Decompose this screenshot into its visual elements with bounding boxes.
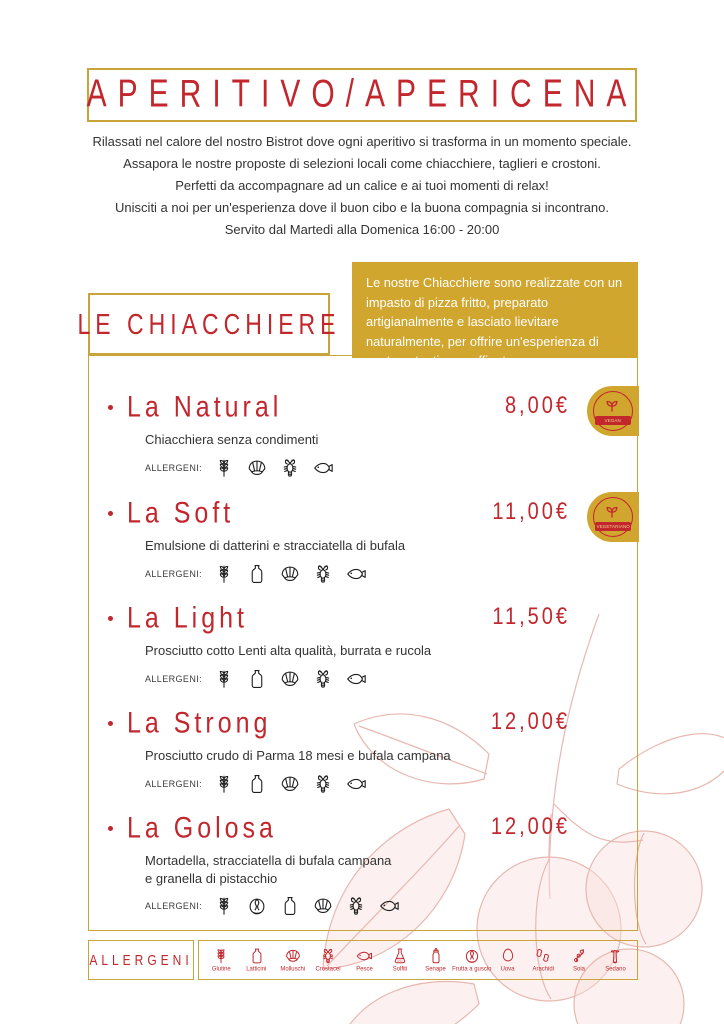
section-title-box	[77, 293, 341, 355]
intro-line: Unisciti a noi per un'esperienza dove il buon cibo e la buona compagnia si incontrano.	[115, 200, 609, 215]
menu-item	[88, 810, 638, 917]
diet-badge	[587, 386, 639, 436]
intro-line: Assapora le nostre proposte di selezioni locali come chiacchiere, taglieri e crostoni.	[123, 156, 601, 171]
description-line: Emulsione di datterini e stracciatella di bufala	[145, 538, 406, 553]
legend-item	[276, 947, 310, 975]
latticini-icon	[246, 773, 268, 795]
glutine-icon	[212, 947, 230, 965]
solfiti-icon	[391, 947, 409, 965]
molluschi-icon	[279, 668, 301, 690]
menu-item-allergens	[145, 895, 638, 917]
menu-item-price: 12,00€	[490, 813, 570, 840]
legend-item	[383, 947, 417, 975]
menu-item	[88, 600, 638, 690]
menu-item-name: La Soft	[127, 495, 235, 529]
crostacei-icon	[312, 773, 334, 795]
title-box	[87, 68, 637, 122]
legend-title-box	[88, 940, 194, 980]
description-line: e granella di pistacchio	[145, 870, 278, 886]
description-line: Chiacchiera senza condimenti	[145, 432, 319, 447]
legend-item-label: Glutine	[211, 965, 231, 972]
arachidi-icon	[534, 947, 552, 965]
bullet-dot-icon	[108, 826, 113, 831]
molluschi-icon	[279, 563, 301, 585]
diet-badge-band	[595, 522, 631, 531]
diet-badge-band	[595, 416, 631, 425]
sprout-icon	[601, 500, 623, 522]
glutine-icon	[213, 457, 235, 479]
menu-item-name: La Strong	[127, 705, 272, 739]
menu-item-description	[145, 431, 638, 449]
intro-line: Servito dal Martedi alla Domenica 16:00 - 20:00	[224, 222, 500, 237]
description-line: Prosciutto cotto Lenti alta qualità, burrata e rucola	[145, 643, 432, 658]
menu-item-name: La Golosa	[127, 810, 277, 844]
molluschi-icon	[312, 895, 334, 917]
allergen-legend	[198, 940, 638, 980]
legend-item	[562, 947, 596, 975]
intro-line: Perfetti da accompagnare ad un calice e ai tuoi momenti di relax!	[175, 178, 549, 193]
legend-item-label: Sedano	[604, 965, 626, 972]
legend-item-label: Frutta a guscio	[452, 965, 492, 972]
menu-item-description	[145, 747, 638, 765]
description-line: Prosciutto crudo di Parma 18 mesi e bufala campana	[145, 748, 451, 763]
diet-badge	[587, 492, 639, 542]
latticini-icon	[246, 563, 268, 585]
crostacei-icon	[312, 668, 334, 690]
pesce-icon	[345, 773, 367, 795]
legend-item-label: Latticini	[246, 965, 267, 972]
legend-item-label: Uova	[500, 965, 515, 972]
menu-items	[88, 355, 638, 931]
latticini-icon	[246, 668, 268, 690]
legend-item	[311, 947, 345, 975]
menu-item-allergens	[145, 773, 638, 795]
legend-item-label: Arachidi	[532, 965, 555, 972]
crostacei-icon	[345, 895, 367, 917]
glutine-icon	[213, 895, 235, 917]
legend-item	[347, 947, 381, 975]
glutine-icon	[213, 668, 235, 690]
legend-title: ALLERGENI	[89, 951, 193, 969]
menu-item-description	[145, 642, 638, 660]
crostacei-icon	[312, 563, 334, 585]
menu-item-price: 8,00€	[504, 392, 570, 419]
menu-item-name: La Natural	[127, 389, 283, 423]
menu-item-allergens	[145, 668, 638, 690]
menu-item-price: 11,00€	[492, 498, 570, 525]
frutta-a-guscio-icon	[463, 947, 481, 965]
soia-icon	[570, 947, 588, 965]
menu-item-description	[145, 852, 638, 887]
legend-item	[204, 947, 238, 975]
uova-icon	[499, 947, 517, 965]
legend-item-label: Solfiti	[392, 965, 408, 972]
pesce-icon	[312, 457, 334, 479]
menu-item-price: 11,50€	[492, 603, 570, 630]
glutine-icon	[213, 773, 235, 795]
menu-item-price: 12,00€	[490, 708, 570, 735]
chiacchiere-info-box	[352, 262, 638, 368]
legend-item	[419, 947, 453, 975]
pesce-icon	[345, 563, 367, 585]
chiacchiere-info-text: Le nostre Chiacchiere sono realizzate con un impasto di pizza fritto, preparato artigianalmente e lasciato lievitare naturalmente, per offrire un'esperienza di gusto autentica e raffinata	[366, 275, 623, 368]
legend-item-label: Crostacei	[315, 965, 341, 972]
crostacei-icon	[319, 947, 337, 965]
allergen-label: ALLERGENI:	[145, 673, 203, 684]
diet-badge-emblem	[593, 391, 633, 431]
legend-item-label: Senape	[425, 965, 447, 972]
legend-item-label: Soia	[573, 965, 586, 972]
latticini-icon	[248, 947, 266, 965]
menu-item-description	[145, 537, 638, 555]
legend-item	[526, 947, 560, 975]
sprout-icon	[601, 394, 623, 416]
frutta-a-guscio-icon	[246, 895, 268, 917]
menu-item-allergens	[145, 457, 638, 479]
allergen-label: ALLERGENI:	[145, 901, 203, 911]
legend-item	[452, 947, 492, 975]
diet-badge-label: VEGAN	[604, 418, 622, 423]
allergen-label: ALLERGENI:	[145, 778, 203, 789]
section-title: LE CHIACCHIERE	[77, 307, 341, 340]
legend-item	[491, 947, 525, 975]
bullet-dot-icon	[108, 405, 113, 410]
bullet-dot-icon	[108, 511, 113, 516]
menu-item-name: La Light	[127, 600, 248, 634]
legend-item-label: Pesce	[355, 965, 373, 972]
description-line: Mortadella, stracciatella di bufala campana	[145, 853, 392, 868]
pesce-icon	[345, 668, 367, 690]
bullet-dot-icon	[108, 616, 113, 621]
diet-badge-emblem	[593, 497, 633, 537]
diet-badge-label: VEGETARIANO	[596, 524, 630, 529]
allergen-label: ALLERGENI:	[145, 462, 203, 473]
menu-item-allergens	[145, 563, 638, 585]
senape-icon	[427, 947, 445, 965]
crostacei-icon	[279, 457, 301, 479]
menu-item	[88, 705, 638, 795]
legend-item	[598, 947, 632, 975]
intro-line: Rilassati nel calore del nostro Bistrot dove ogni aperitivo si trasforma in un momento speciale.	[92, 134, 632, 149]
intro-text	[0, 131, 724, 241]
legend-item-label: Molluschi	[280, 965, 305, 972]
molluschi-icon	[279, 773, 301, 795]
allergen-label: ALLERGENI:	[145, 568, 203, 579]
glutine-icon	[213, 563, 235, 585]
molluschi-icon	[246, 457, 268, 479]
page-title: APERITIVO/APERICENA	[86, 72, 638, 116]
latticini-icon	[279, 895, 301, 917]
pesce-icon	[378, 895, 400, 917]
molluschi-icon	[284, 947, 302, 965]
sedano-icon	[606, 947, 624, 965]
pesce-icon	[355, 947, 373, 965]
bullet-dot-icon	[108, 721, 113, 726]
legend-item	[240, 947, 274, 975]
menu-item	[88, 389, 638, 479]
menu-item	[88, 495, 638, 585]
